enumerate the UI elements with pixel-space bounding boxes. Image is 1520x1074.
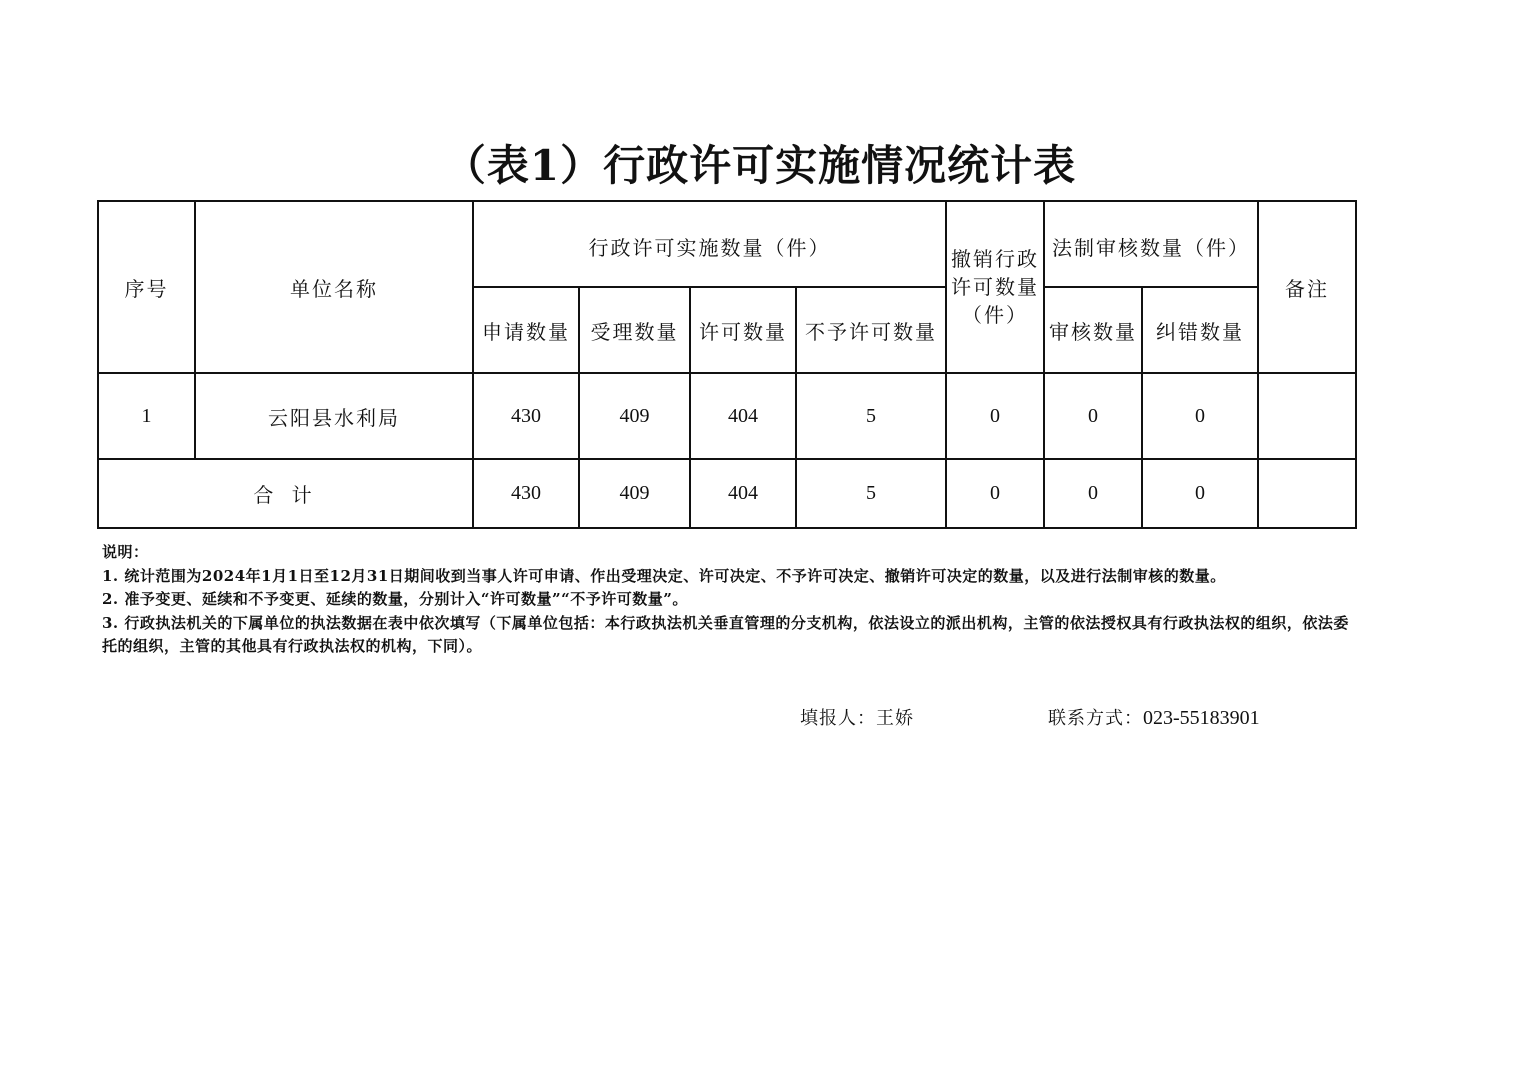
note-item: 3. 行政执法机关的下属单位的执法数据在表中依次填写（下属单位包括：本行政执法机关垂直管理的分支机构，依法设立的派出机构，主管的依法授权具有行政执法权的组织，依法委托的组织，主管的其他具有行政执法权的机构，下同）。 bbox=[102, 613, 1349, 655]
total-label: 合 计 bbox=[98, 459, 473, 528]
header-deny: 不予许可数量 bbox=[796, 287, 946, 373]
total-deny: 5 bbox=[796, 459, 946, 528]
contact-block bbox=[1048, 704, 1260, 730]
header-apply: 申请数量 bbox=[473, 287, 579, 373]
header-legal-review-group: 法制审核数量（件） bbox=[1044, 201, 1258, 287]
header-remark: 备注 bbox=[1258, 201, 1356, 373]
cell-unit-name: 云阳县水利局 bbox=[195, 373, 473, 459]
notes-section bbox=[102, 541, 1352, 659]
total-revoke: 0 bbox=[946, 459, 1044, 528]
header-row-top bbox=[98, 201, 1356, 287]
cell-permit: 404 bbox=[690, 373, 796, 459]
header-permit: 许可数量 bbox=[690, 287, 796, 373]
cell-apply: 430 bbox=[473, 373, 579, 459]
header-unit-name: 单位名称 bbox=[195, 201, 473, 373]
header-seq: 序号 bbox=[98, 201, 195, 373]
cell-review: 0 bbox=[1044, 373, 1142, 459]
cell-revoke: 0 bbox=[946, 373, 1044, 459]
note-item: 2. 准予变更、延续和不予变更、延续的数量，分别计入“许可数量”“不予许可数量”。 bbox=[102, 590, 688, 608]
total-correct: 0 bbox=[1142, 459, 1258, 528]
total-review: 0 bbox=[1044, 459, 1142, 528]
notes-heading: 说明： bbox=[102, 543, 149, 561]
total-permit: 404 bbox=[690, 459, 796, 528]
cell-remark bbox=[1258, 373, 1356, 459]
table-row bbox=[98, 373, 1356, 459]
total-apply: 430 bbox=[473, 459, 579, 528]
page-title: （表1）行政许可实施情况统计表 bbox=[443, 141, 1077, 190]
cell-seq: 1 bbox=[98, 373, 195, 459]
header-implementation-group: 行政许可实施数量（件） bbox=[473, 201, 946, 287]
statistics-table bbox=[97, 200, 1357, 529]
cell-accept: 409 bbox=[579, 373, 690, 459]
total-accept: 409 bbox=[579, 459, 690, 528]
reporter-name: 王娇 bbox=[876, 708, 914, 729]
contact-phone: 023-55183901 bbox=[1143, 707, 1260, 729]
reporter-label: 填报人： bbox=[800, 708, 876, 729]
header-accept: 受理数量 bbox=[579, 287, 690, 373]
header-correct: 纠错数量 bbox=[1142, 287, 1258, 373]
reporter-block bbox=[800, 704, 914, 730]
cell-deny: 5 bbox=[796, 373, 946, 459]
note-item: 1. 统计范围为2024年1月1日至12月31日期间收到当事人许可申请、作出受理决定、许可决定、不予许可决定、撤销许可决定的数量，以及进行法制审核的数量。 bbox=[102, 566, 1226, 585]
header-revoke: 撤销行政许可数量（件） bbox=[946, 201, 1044, 373]
total-remark bbox=[1258, 459, 1356, 528]
header-review: 审核数量 bbox=[1044, 287, 1142, 373]
contact-label: 联系方式： bbox=[1048, 708, 1143, 729]
total-row bbox=[98, 459, 1356, 528]
cell-correct: 0 bbox=[1142, 373, 1258, 459]
